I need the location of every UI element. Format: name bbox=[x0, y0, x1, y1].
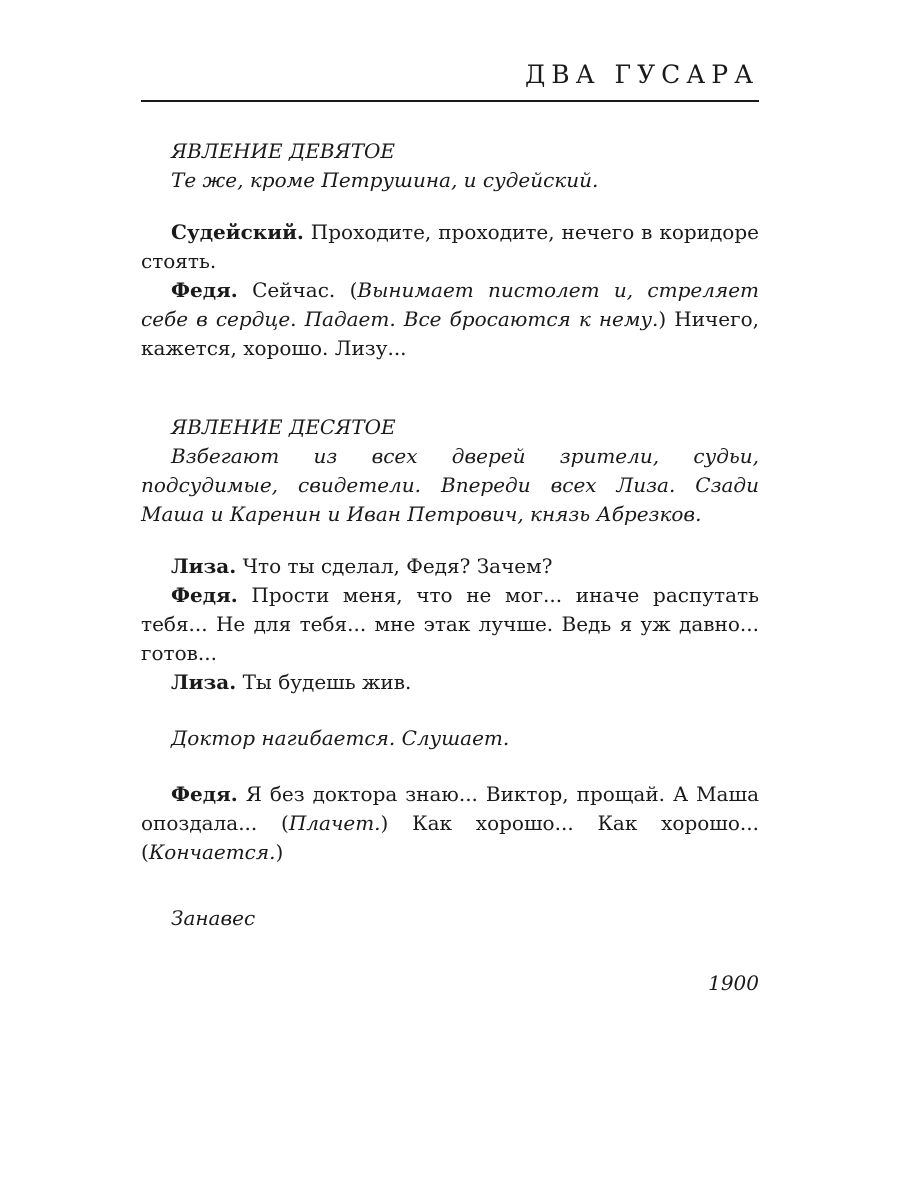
dialogue-text: Проходите, проходите, нечего в коридоре стоять. bbox=[141, 220, 759, 273]
stage-direction-doctor: Доктор нагибается. Слушает. bbox=[171, 726, 510, 750]
dialogue-text: Сейчас. ( bbox=[237, 278, 358, 302]
dialogue-line-liza-1 bbox=[141, 552, 759, 581]
scene-9-title: ЯВЛЕНИЕ ДЕВЯТОЕ bbox=[171, 139, 396, 163]
dialogue-line-liza-2 bbox=[141, 668, 759, 697]
speaker-name: Лиза. bbox=[171, 554, 237, 578]
page-body bbox=[141, 137, 759, 998]
scene-10-title: ЯВЛЕНИЕ ДЕСЯТОЕ bbox=[171, 415, 396, 439]
speaker-name: Судейский. bbox=[171, 220, 304, 244]
running-title: ДВА ГУСАРА bbox=[524, 60, 759, 89]
dialogue-text: ) bbox=[275, 840, 284, 864]
scene-9-direction: Те же, кроме Петрушина, и судейский. bbox=[171, 168, 599, 192]
scene-10-direction: Взбегают из всех дверей зрители, судьи, подсудимые, свидетели. Впереди всех Лиза. Сзади Маша и Каренин и Иван Петрович, князь Абрезков. bbox=[141, 444, 759, 526]
speaker-name: Федя. bbox=[171, 583, 238, 607]
speaker-name: Лиза. bbox=[171, 670, 237, 694]
dialogue-text: Что ты сделал, Федя? Зачем? bbox=[236, 554, 553, 578]
dialogue-text: Я без доктора знаю... Виктор, прощай. А Маша опоздала... ( bbox=[141, 782, 759, 835]
dialogue-text: Прости меня, что не мог... иначе распутать тебя... Не для тебя... мне этак лучше. Ведь я уж давно... готов... bbox=[141, 583, 759, 665]
dialogue-text: Ты будешь жив. bbox=[236, 670, 412, 694]
dialogue-line-fedya-1 bbox=[141, 276, 759, 363]
stage-remark: Плачет. bbox=[288, 811, 381, 835]
speaker-name: Федя. bbox=[171, 278, 238, 302]
dialogue-text: ) Как хорошо... Как хорошо... ( bbox=[141, 811, 760, 864]
stage-remark: Кончается. bbox=[148, 840, 276, 864]
speaker-name: Федя. bbox=[171, 782, 238, 806]
dialogue-text: ) Ничего, кажется, хорошо. Лизу... bbox=[141, 307, 759, 360]
year-label: 1900 bbox=[708, 971, 759, 995]
dialogue-line-judicial bbox=[141, 218, 759, 276]
curtain-label: Занавес bbox=[171, 906, 256, 930]
dialogue-line-fedya-2 bbox=[141, 581, 759, 668]
header-rule bbox=[141, 100, 759, 102]
stage-remark: Вынимает пистолет и, стреляет себе в сердце. Падает. Все бросаются к нему. bbox=[141, 278, 759, 331]
dialogue-line-fedya-3 bbox=[141, 780, 759, 867]
